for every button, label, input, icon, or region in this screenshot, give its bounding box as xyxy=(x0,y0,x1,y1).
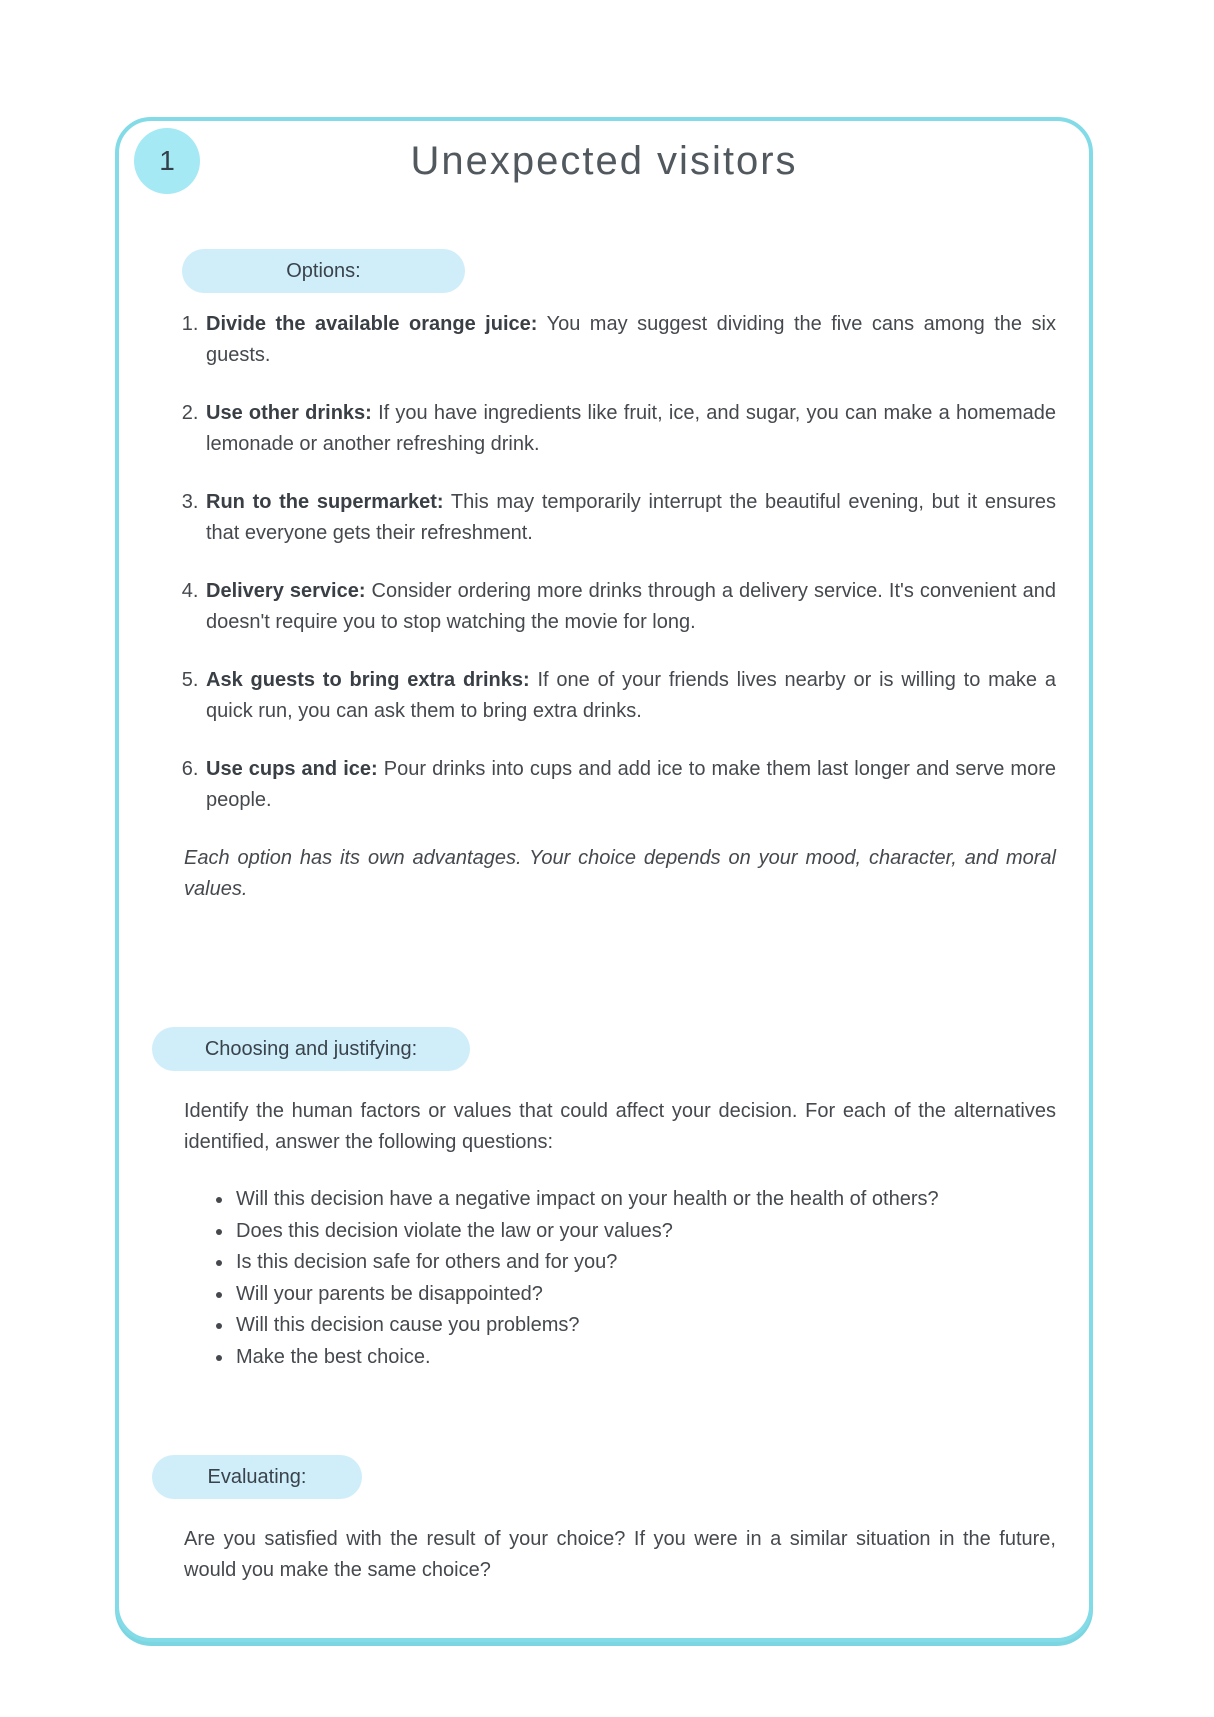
questions-list xyxy=(152,1184,1056,1373)
option-lead: Use cups and ice: xyxy=(206,758,378,780)
options-note: Each option has its own advantages. Your choice depends on your mood, character, and moral values. xyxy=(184,847,1056,900)
list-item: • Make the best choice. xyxy=(234,1342,1056,1374)
list-item xyxy=(204,309,1056,371)
list-item: • Does this decision violate the law or your values? xyxy=(234,1216,1056,1248)
list-item: • Will your parents be disappointed? xyxy=(234,1279,1056,1311)
list-item xyxy=(204,754,1056,816)
option-text: Consider ordering more drinks through a delivery service. It's convenient and doesn't require you to stop watching the movie for long. xyxy=(206,580,1057,633)
worksheet-card xyxy=(115,117,1093,1642)
evaluating-section xyxy=(152,1455,1056,1586)
option-text: Pour drinks into cups and add ice to make them last longer and serve more people. xyxy=(206,758,1056,811)
option-lead: Run to the supermarket: xyxy=(206,491,444,513)
option-text: If you have ingredients like fruit, ice, and sugar, you can make a homemade lemonade or another refreshing drink. xyxy=(206,402,1057,455)
card-content xyxy=(152,249,1056,1586)
list-item: • Is this decision safe for others and for you? xyxy=(234,1247,1056,1279)
choosing-section-label: Choosing and justifying: xyxy=(152,1027,470,1071)
evaluating-section-label: Evaluating: xyxy=(152,1455,362,1499)
option-lead: Divide the available orange juice: xyxy=(206,313,538,335)
option-lead: Use other drinks: xyxy=(206,402,372,424)
option-text: You may suggest dividing the five cans among the six guests. xyxy=(206,313,1056,366)
list-item xyxy=(204,487,1056,549)
list-item xyxy=(204,576,1056,638)
page-title: Unexpected visitors xyxy=(410,139,798,183)
evaluating-text: Are you satisfied with the result of your choice? If you were in a similar situation in the future, would you make the same choice? xyxy=(184,1528,1056,1581)
list-item: • Will this decision cause you problems? xyxy=(234,1310,1056,1342)
option-lead: Delivery service: xyxy=(206,580,366,602)
list-item xyxy=(204,665,1056,727)
section-number: 1 xyxy=(159,145,175,176)
options-list xyxy=(152,309,1056,816)
options-section-label: Options: xyxy=(182,249,465,293)
list-item: • Will this decision have a negative impact on your health or the health of others? xyxy=(234,1184,1056,1216)
option-text: This may temporarily interrupt the beautiful evening, but it ensures that everyone gets their refreshment. xyxy=(206,491,1056,544)
option-lead: Ask guests to bring extra drinks: xyxy=(206,669,530,691)
choosing-intro: Identify the human factors or values that could affect your decision. For each of the alternatives identified, answer the following questions: xyxy=(184,1100,1056,1153)
choosing-section xyxy=(152,1027,1056,1373)
list-item xyxy=(204,398,1056,460)
option-text: If one of your friends lives nearby or is willing to make a quick run, you can ask them to bring extra drinks. xyxy=(206,669,1057,722)
